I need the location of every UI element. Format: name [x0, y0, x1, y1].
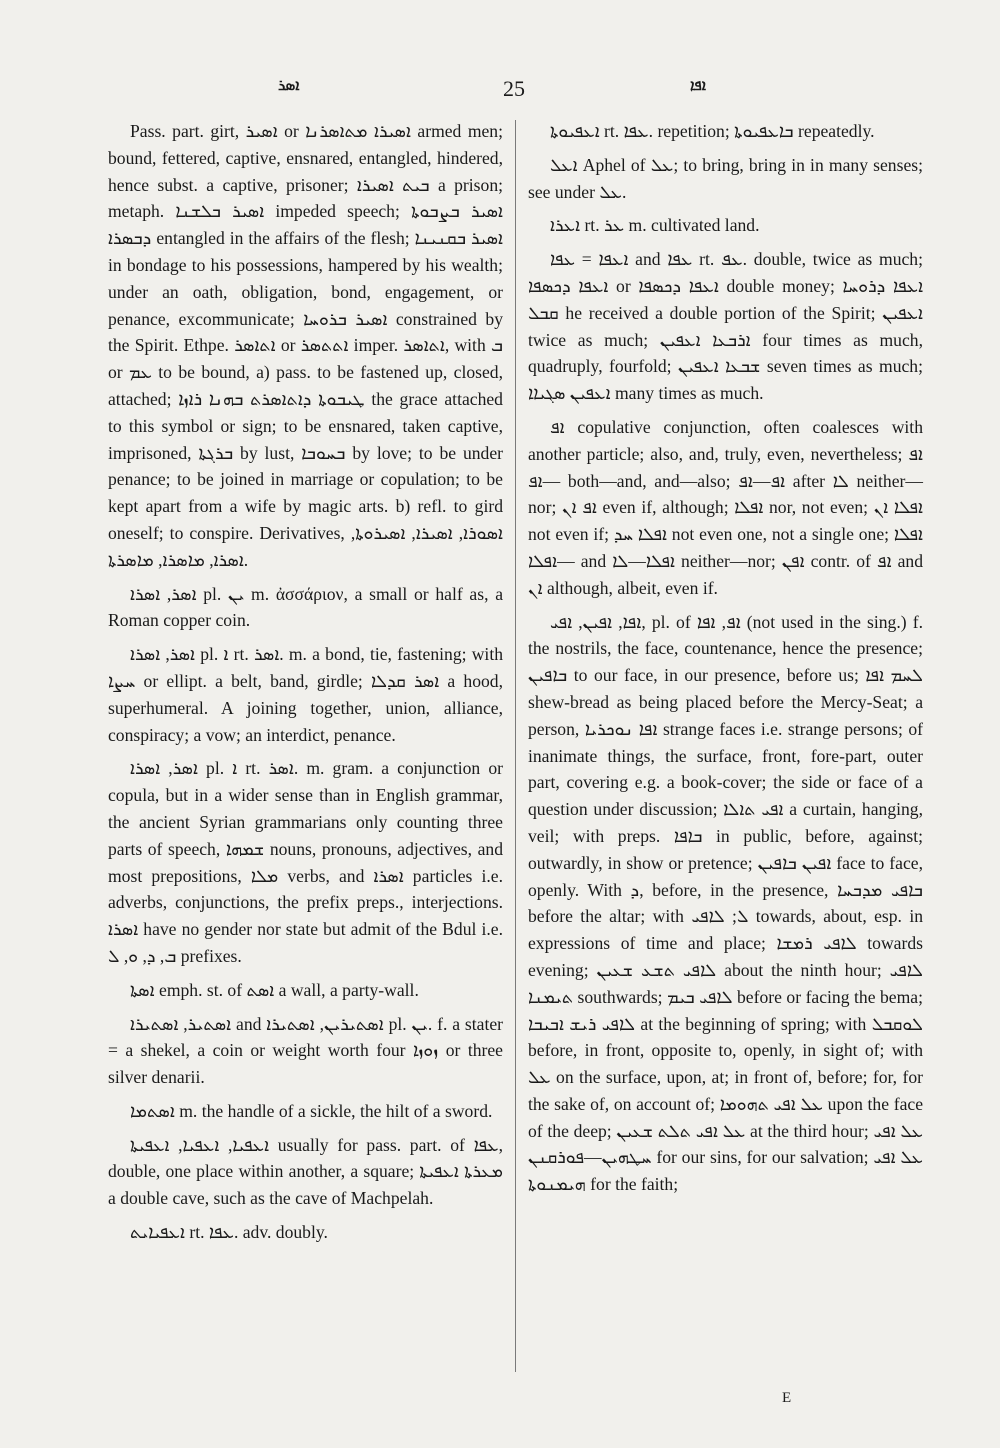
dictionary-entry: ܐܣܬܐ emph. st. of ܐܣܬ a wall, a party-wall.	[130, 979, 419, 1000]
dictionary-entry: ܐܣܪ, ܐܣܪܐ pl. ܐ rt. ܐܣܪ. m. a bond, tie, fastening; with ܚܨܐ or ellipt. a belt, band, girdle; ܐܣܪ ܩܕܠܐ a hood, superhumeral. A joining together, union, alliance, conspiracy; a vow; an interdict, penance.	[108, 644, 503, 745]
dictionary-entry: Pass. part. girt, ܐܣܝܪ or ܐܣܝܪܐ ܡܬܐܣܪܢܐ armed men; bound, fettered, captive, ensnared, entangled, hindered, hence subst. a captive, prisoner; ܒܝܬ ܐܣܝܪܐ a prison; metaph. ܐܣܝܪ ܒܠܫܢܐ impeded speech; ܐܣܝܪ ܒܨܒܘܬܐ ܕܒܣܪܐ entangled in the affairs of the flesh; ܐܣܝܪ ܒܩܢܝܢܐ in bondage to his possessions, hampered by his wealth; under an oath, obligation, bond, engagement, or penance, excommunicate; ܐܣܝܪ ܒܪܘܚܐ constrained by the Spirit. Ethpe. ܐܬܐܣܪ or ܐܬܬܣܪ imper. ܐܬܐܣܪ, with ܒ or ܥܡ to be bound, a) pass. to be fastened up, closed, attached; ܛܝܒܘܬܐ ܕܐܬܐܣܪܬ ܒܗܢܐ ܪܐܙܐ the grace attached to this symbol or sign; to be ensnared, taken captive, imprisoned, ܒܪܓܬܐ by lust, ܒܚܘܒܐ by love; to be under penance; to be joined in marriage or copulation; to be kept apart from a wife by magic arts. b) refl. to gird oneself; to conspire. Derivatives, ܐܣܘܪܐ, ܐܣܝܪܐ, ܐܣܝܪܘܬܐ, ܐܣܪܐ, ܡܐܣܪܐ, ܡܐܣܪܬܐ.	[108, 121, 504, 570]
dictionary-entry: ܐܥܦܝܘܬܐ rt. ܥܦܐ. repetition; ܒܐܥܦܝܘܬܐ repeatedly.	[550, 121, 875, 141]
dictionary-entry: ܐܣܬܡܐ m. the handle of a sickle, the hilt of a sword.	[130, 1100, 493, 1121]
left-column	[108, 118, 503, 1253]
header-right-word: ܐܦܐ	[690, 76, 706, 94]
dictionary-entry: ܐܥܦܝܐܝܬ rt. ܥܦܐ. adv. doubly.	[130, 1222, 328, 1243]
dictionary-entry: ܐܥܦܐ = ܥܦܐ and ܥܦܐ rt. ܥܦ. double, twice as much; ܐܥܦܐ ܕܟܣܦܐ or ܐܥܦܐ ܕܟܣܦܐ double money; ܐܥܦܐ ܕܪܘܚܐ ܩܒܠ he received a double portion of the Spirit; ܐܥܦܝܢ twice as much; ܐܪܒܥܐ ܐܥܦܝܢ four times as much, quadruply, fourfold; ܫܒܥܐ ܐܥܦܝܢ seven times as much; ܐܥܦܝܢ ܣܓܝܐܐ many times as much.	[528, 249, 924, 404]
dictionary-entry: ܐܦܐ, ܐܦܝܢ, ܐܦܝ, pl. of ܐܦ, ܐܦܐ (not used in the sing.) f. the nostrils, the face, countenance, hence the presence; ܒܐܦܝܢ to our face, in our presence, before us; ܠܚܡ ܐܦܐ shew-bread as being placed before the Mercy-Seat; a person, ܐܦܐ ܢܘܟܪܝܐ strange faces i.e. strange persons; of inanimate things, the surface, front, fore-part, outer part, covering e.g. a book-cover; the side or face of a question under discussion; ܐܦܝ ܬܐܠܐ a curtain, hanging, veil; with preps. ܒܐܦܐ in public, before, against; outwardly, in show or pretence; ܐܦܝܢ ܒܐܦܝܢ face to face, openly. With ܕ, before, in the presence, ܒܐܦܝ ܡܕܒܚܐ before the altar; with ܠ; ܠܐܦܝ towards, about, esp. in expressions of time and place; ܠܐܦܝ ܪܡܫܐ towards evening; ܠܐܦܝ ܬܫܥ ܫܥܝܢ about the ninth hour; ܠܐܦܝ ܬܝܡܢܐ southwards; ܠܐܦܝ ܒܝܡ before or facing the bema; ܠܐܦܝ ܪܝܫ ܐܒܝܒܐ at the beginning of spring; with ܠܘܩܒܠ before, in front, opposite to, openly, in sight of; with ܥܠ on the surface, upon, at; in front of, before; for, for the sake of, on account of; ܥܠ ܐܦܝ ܬܗܘܡܐ upon the face of the deep; ܥܠ ܐܦܝ ܬܠܬ ܫܥܝܢ at the third hour; ܥܠ ܐܦܝ ܚܛܗܝܢ—ܦܘܪܩܢܢ for our sins, for our salvation; ܥܠ ܐܦܝ ܗܝܡܢܘܬܐ for the faith;	[528, 611, 924, 1195]
dictionary-entry: ܐܣܬܝܪ, ܐܣܬܝܪܐ and ܐܣܬܝܪܝܢ, ܐܣܬܝܪܐ pl. ܝܢ. f. a stater = a shekel, a coin or weight worth four ܙܘܙܐ or three silver denarii.	[108, 1013, 504, 1088]
header-left-word: ܐܣܪ	[278, 76, 300, 94]
dictionary-entry: ܐܥܪܐ rt. ܥܪ m. cultivated land.	[550, 215, 760, 236]
dictionary-entry: ܐܥܦܝܐ, ܐܥܦܝܐ, ܐܥܦܝܬܐ usually for pass. part. of ܥܦܐ, double, one place within another, a square; ܡܥܪܬܐ ܐܥܦܝܬܐ a double cave, such as the cave of Machpelah.	[108, 1134, 503, 1209]
column-divider	[515, 120, 516, 1372]
dictionary-entry: ܐܣܪ, ܐܣܪܐ pl. ܝܢ m. ἀσσάριον, a small or half as, a Roman copper coin.	[108, 583, 503, 631]
dictionary-entry: ܐܥܠ Aphel of ܥܠ; to bring, bring in in many senses; see under ܥܠ.	[528, 154, 923, 202]
right-column	[528, 118, 923, 1205]
signature-mark: E	[782, 1390, 792, 1406]
page-number: 25	[503, 76, 525, 101]
dictionary-entry: ܐܦ copulative conjunction, often coalesces with another particle; also, and, truly, even, nevertheless; ܐܦ—ܐܦ both—and, and—also; ܐܦ—ܐܦ after ܠܐ neither—nor; ܐܦ ܐܢ even if, although; ܐܦܠܐ nor, not even; ܐܦܠܐ ܐܢ not even if; ܐܦܠܐ ܚܕ not even one, not a single one; ܐܦܠܐ—ܐܦܠܐ and ܐܦܠܐ—ܠܐ neither—nor; ܐܦܢ contr. of ܐܦ and ܐܢ although, albeit, even if.	[528, 416, 924, 598]
dictionary-entry: ܐܣܪ, ܐܣܪܐ pl. ܐ rt. ܐܣܪ. m. gram. a conjunction or copula, but in a wider sense than in English grammar, the ancient Syrian grammarians only counting three parts of speech, ܫܡܗܐ nouns, pronouns, adjectives, and most prepositions, ܡܠܐ verbs, and ܐܣܪܐ particles i.e. adverbs, conjunctions, the prefix preps., interjections. ܐܣܪܐ have no gender nor state but admit of the Bdul i.e. ܒ, ܕ, ܘ, ܠ prefixes.	[108, 758, 503, 966]
running-header	[0, 70, 1000, 110]
